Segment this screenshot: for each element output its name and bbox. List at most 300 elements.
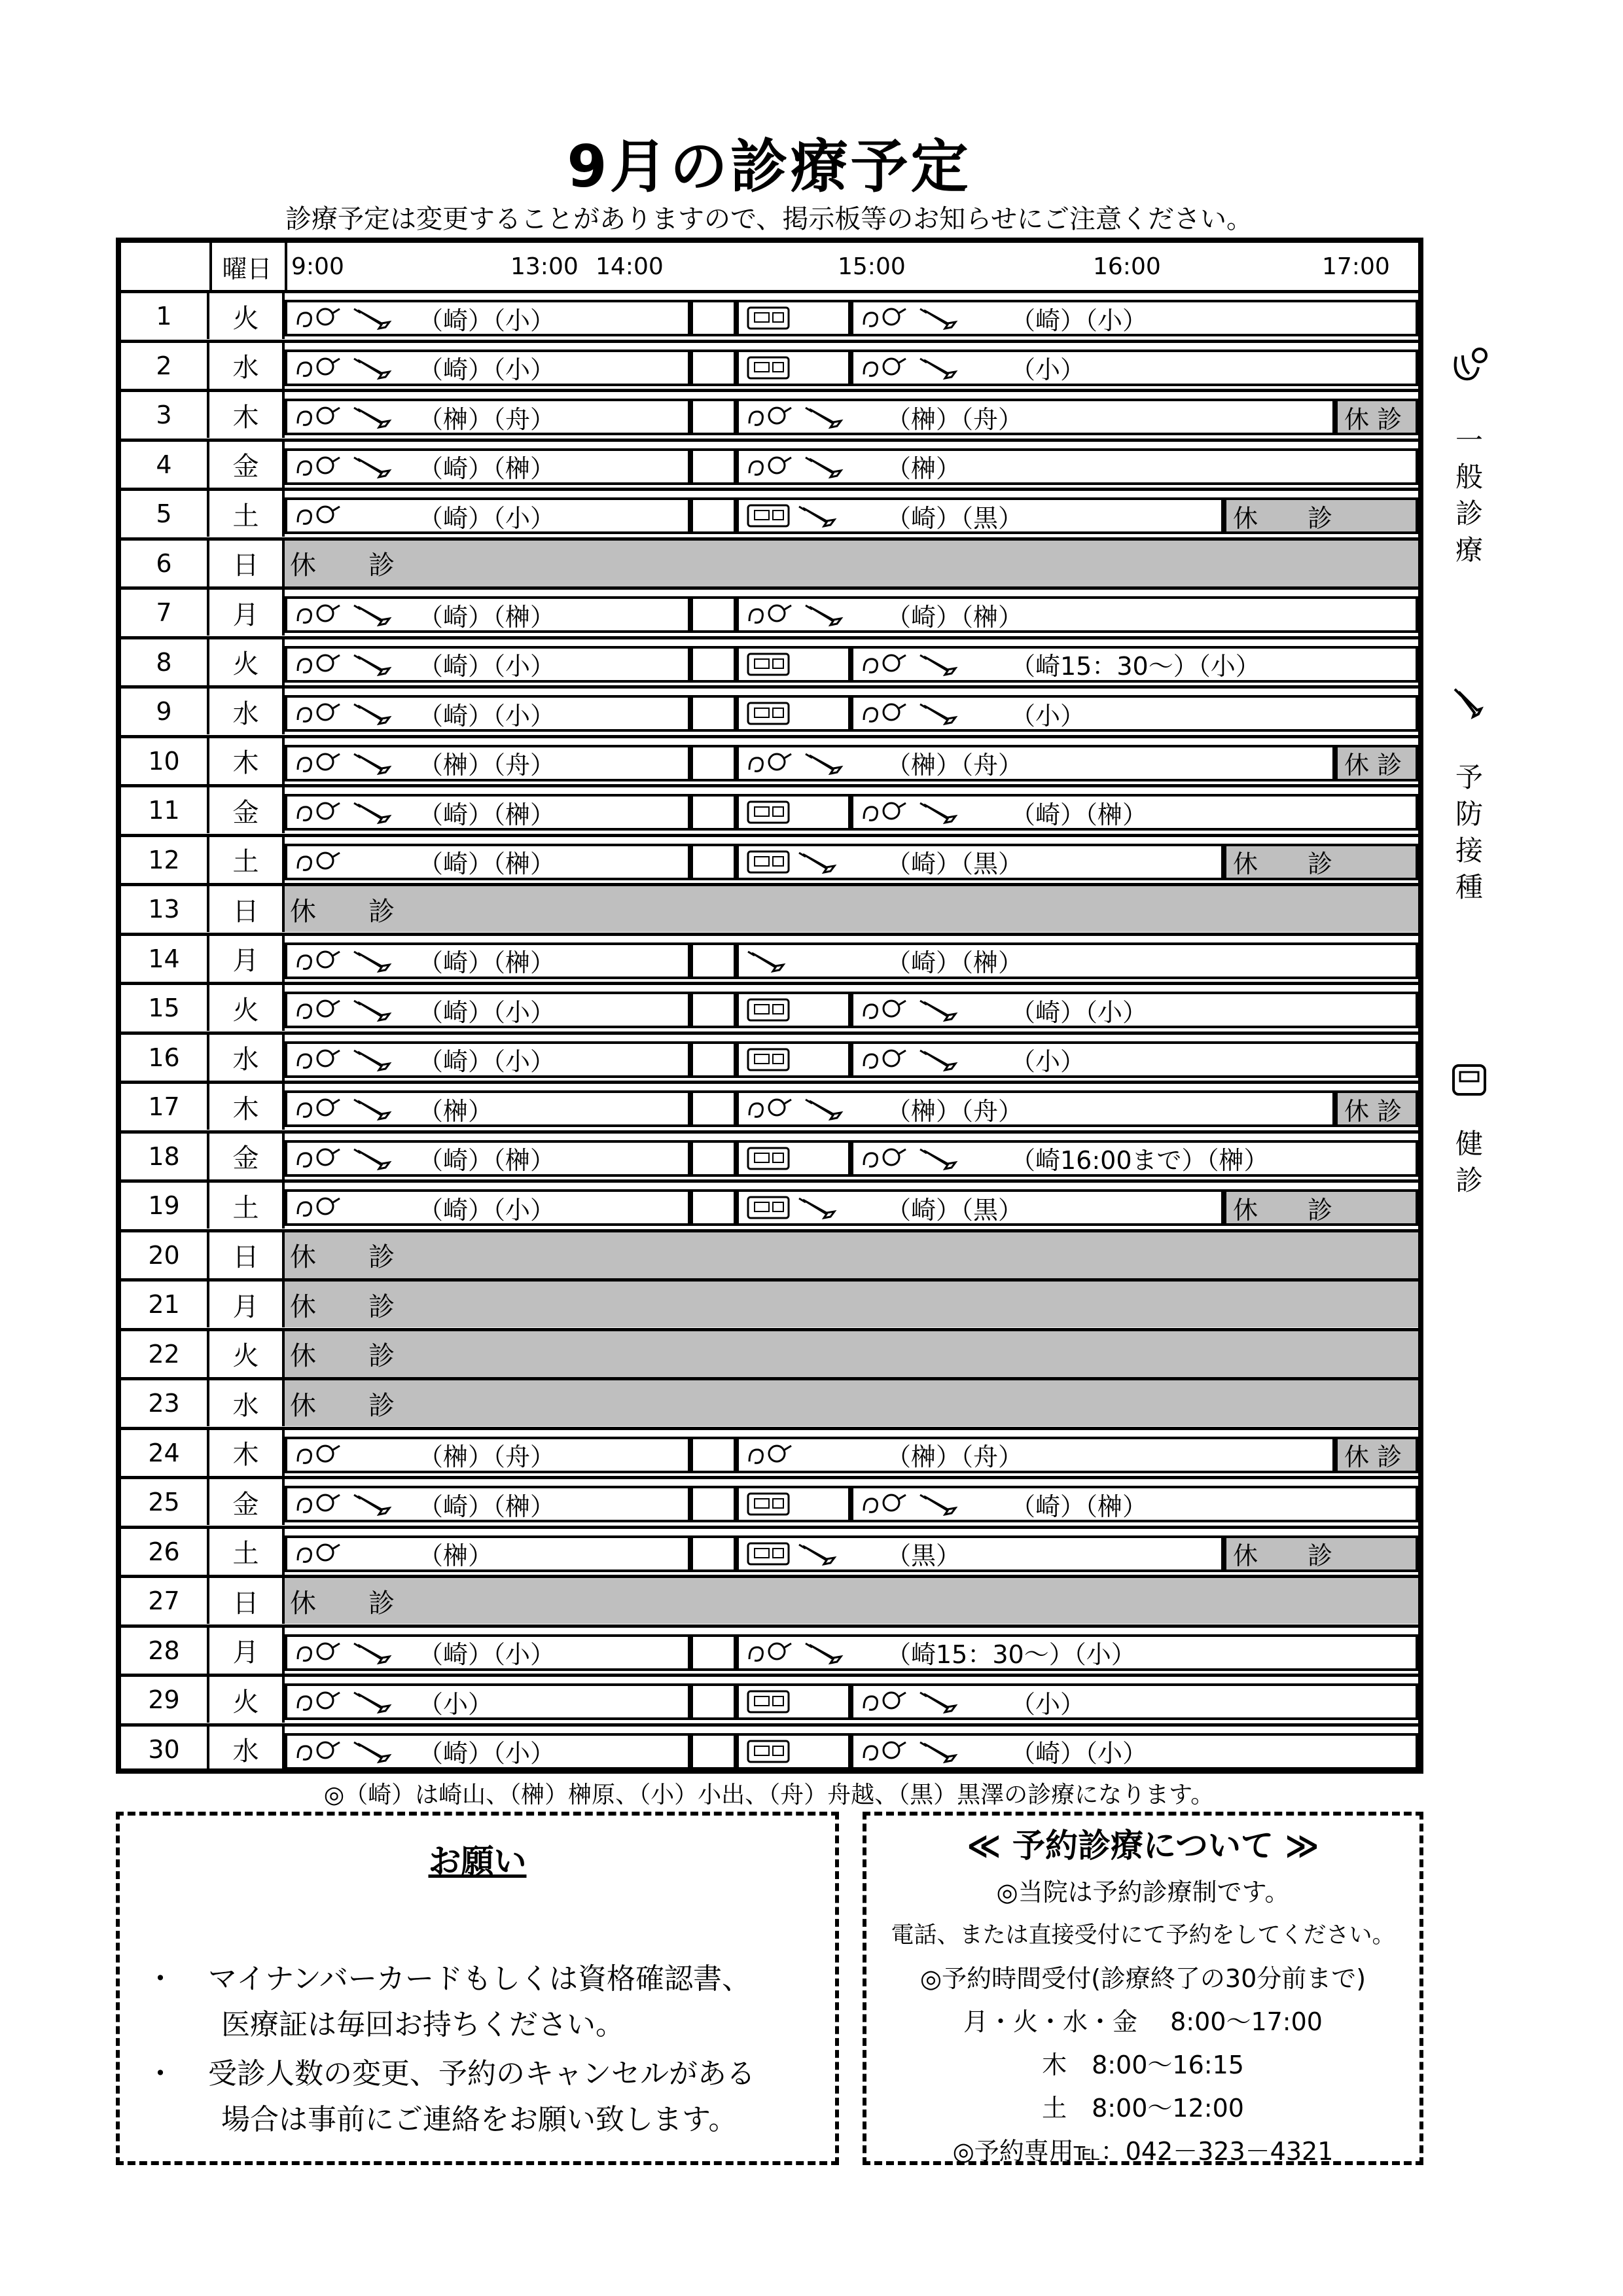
doctor-codes: （崎）（小） [418,1640,556,1669]
stethoscope-icon [294,1689,346,1715]
weekday: 水 [209,689,285,734]
table-row [121,1229,1418,1278]
bullet: ・ [146,2057,175,2090]
stethoscope-icon [294,1194,346,1221]
onegai-item [146,2051,755,2136]
syringe-icon [351,997,397,1023]
syringe-icon [918,1145,963,1172]
stethoscope-icon [745,601,798,628]
stethoscope-icon [745,1096,798,1122]
checkup-icon [745,503,791,529]
checkup-icon [745,700,791,726]
syringe-icon [918,1689,963,1715]
morning-session [285,399,690,435]
doctor-codes: （崎）（小） [418,306,556,335]
lunch-gap [690,1733,736,1770]
bullet: ・ [146,1962,175,1996]
legend-checkup-label [1450,1126,1489,1199]
syringe-icon [351,404,397,430]
weekday: 金 [209,787,285,833]
table-row [121,1723,1418,1772]
weekday: 土 [209,491,285,537]
syringe-icon [918,799,963,825]
weekday: 木 [209,1084,285,1130]
lunch-gap [690,794,736,831]
doctor-codes: （崎）（小） [418,997,556,1027]
table-row [121,537,1418,586]
syringe-icon [803,404,849,430]
afternoon-session [736,745,1335,781]
table-row [121,1377,1418,1426]
stethoscope-icon [294,601,346,628]
table-row [121,340,1418,389]
afternoon-session [736,844,1224,880]
page-subtitle: 診療予定は変更することがありますので、掲示板等のお知らせにご注意ください。 [285,204,1253,234]
syringe-icon [351,305,397,331]
doctor-codes: （榊）（舟） [886,404,1024,434]
syringe-icon [351,1640,397,1666]
doctor-codes: （崎）（小） [1010,1739,1148,1768]
doctor-codes: （崎）（榊） [886,948,1024,977]
morning-session [285,1437,690,1473]
stethoscope-icon [294,1096,346,1122]
checkup-icon [745,1491,791,1517]
doctor-codes: （榊）（舟） [418,1443,556,1471]
legend-general-text: 一般診療 [1455,424,1484,566]
syringe-icon [351,1491,397,1517]
checkup-icon [745,1145,791,1172]
legend-checkup-text: 健診 [1455,1128,1484,1196]
lunch-gap [690,1090,736,1127]
table-row [121,1081,1418,1130]
checkup-session [736,646,851,683]
closed-evening: 休 診 [1224,497,1418,534]
weekday: 火 [209,293,285,339]
doctor-codes: （崎15：30～）（小） [886,1640,1136,1669]
morning-session [285,695,690,732]
lunch-gap [690,1437,736,1473]
doctor-codes: （崎）（榊） [418,1146,556,1175]
day-number: 3 [121,392,209,438]
checkup-session [736,992,851,1028]
stethoscope-icon [860,1145,912,1172]
onegai-item-line: 医療証は毎回お持ちください。 [221,2008,624,2041]
morning-session [285,1041,690,1078]
stethoscope-icon [294,355,346,381]
weekday: 日 [209,1232,285,1278]
table-row [121,685,1418,734]
table-row [121,982,1418,1031]
weekday: 水 [209,1727,285,1772]
page-title: 9月の診療予定 [567,133,971,200]
day-number: 13 [121,886,209,932]
day-number: 10 [121,738,209,784]
table-row [121,1575,1418,1624]
weekday: 土 [209,837,285,883]
doctor-codes: （崎）（小） [418,1047,556,1076]
weekday: 水 [209,1380,285,1426]
doctor-codes: （崎）（榊） [418,454,556,483]
syringe-icon [918,305,963,331]
table-row [121,1476,1418,1525]
onegai-item [146,1956,751,2041]
table-row [121,834,1418,883]
stethoscope-icon [294,1491,346,1517]
reservation-line: 土 8:00～12:00 [1042,2094,1244,2123]
day-number: 15 [121,985,209,1031]
onegai-item-line: 場合は事前にご連絡をお願い致します。 [221,2103,738,2136]
doctor-codes: （榊）（舟） [418,751,556,780]
doctor-codes: （崎）（榊） [418,850,556,878]
stethoscope-icon [745,404,798,430]
stethoscope-icon [294,305,346,331]
day-number: 22 [121,1331,209,1377]
syringe-icon [796,1194,842,1221]
weekday: 日 [209,1578,285,1624]
afternoon-session [736,596,1418,633]
afternoon-session [736,1090,1335,1127]
stethoscope-icon [294,849,346,875]
table-row [121,784,1418,833]
checkup-session [736,794,851,831]
syringe-icon [803,1096,849,1122]
lunch-gap [690,1634,736,1671]
afternoon-session [851,1733,1418,1770]
reservation-line: ◎当院は予約診療制です。 [996,1878,1290,1907]
checkup-icon [745,1738,791,1765]
doctor-codes: （崎）（榊） [418,1492,556,1521]
syringe-icon [803,454,849,480]
morning-session [285,1090,690,1127]
stethoscope-icon [860,1738,912,1765]
doctor-codes: （小） [1010,701,1086,730]
doctor-codes: （崎）（榊） [418,800,556,829]
doctor-codes: （崎）（小） [418,355,556,384]
weekday: 木 [209,1430,285,1476]
lunch-gap [690,300,736,336]
doctor-codes: （崎16:00まで）（榊） [1010,1146,1269,1175]
table-row [121,1179,1418,1229]
lunch-gap [690,844,736,880]
closed-evening: 休 診 [1335,399,1418,435]
table-row [121,1427,1418,1476]
weekday: 日 [209,541,285,586]
onegai-item-line: 受診人数の変更、予約のキャンセルがある [208,2057,755,2090]
closed-day: 休 診 [285,1331,1418,1377]
doctor-codes: （崎）（小） [1010,306,1148,335]
stethoscope-icon [294,404,346,430]
morning-session [285,745,690,781]
syringe-icon [918,1491,963,1517]
morning-session [285,1683,690,1720]
lunch-gap [690,497,736,534]
syringe-icon [918,651,963,677]
lunch-gap [690,1140,736,1177]
checkup-session [736,1041,851,1078]
stethoscope-icon [294,750,346,776]
day-number: 17 [121,1084,209,1130]
stethoscope-icon [860,355,912,381]
stethoscope-icon [860,305,912,331]
checkup-session [736,300,851,336]
syringe-icon [803,750,849,776]
afternoon-session [851,1683,1418,1720]
doctor-codes: （小） [1010,1689,1086,1719]
doctor-codes: （榊）（舟） [886,751,1024,780]
onegai-title: お願い [428,1842,527,1880]
stethoscope-icon [294,1047,346,1073]
day-number: 24 [121,1430,209,1476]
doctor-codes: （榊） [886,454,961,483]
doctor-codes: （黒） [886,1541,961,1570]
syringe-icon [1450,684,1489,732]
afternoon-session [851,350,1418,386]
lunch-gap [690,1683,736,1720]
doctor-codes: （崎）（小） [418,652,556,681]
doctor-codes: （崎）（榊） [418,948,556,977]
stethoscope-icon [294,948,346,974]
weekday: 金 [209,1134,285,1179]
checkup-icon [745,849,791,875]
stethoscope-icon [1450,344,1489,405]
weekday: 水 [209,1035,285,1081]
closed-evening: 休 診 [1224,844,1418,880]
morning-session [285,1535,690,1572]
checkup-icon [745,651,791,677]
reservation-title: ≪ 予約診療について ≫ [967,1827,1319,1865]
doctor-codes: （崎）（榊） [1010,800,1148,829]
table-header [121,243,1418,295]
afternoon-session [851,695,1418,732]
stethoscope-icon [294,799,346,825]
closed-day: 休 診 [285,1232,1418,1278]
syringe-icon [351,355,397,381]
syringe-icon [803,601,849,628]
syringe-icon [351,799,397,825]
table-row [121,1674,1418,1723]
doctor-codes: （崎）（小） [418,1195,556,1225]
stethoscope-icon [860,799,912,825]
reservation-line: ◎予約専用℡：042－323－4321 [952,2137,1334,2166]
closed-day: 休 診 [285,1578,1418,1624]
stethoscope-icon [745,1640,798,1666]
syringe-icon [796,503,842,529]
reservation-line: 木 8:00～16:15 [1042,2051,1244,2079]
morning-session [285,497,690,534]
morning-session [285,844,690,880]
morning-session [285,1486,690,1522]
morning-session [285,942,690,979]
day-number: 6 [121,541,209,586]
doctor-codes: （榊）（舟） [418,404,556,434]
stethoscope-icon [860,1689,912,1715]
weekday: 火 [209,1331,285,1377]
morning-session [285,646,690,683]
afternoon-session [736,942,1418,979]
weekday: 土 [209,1183,285,1229]
afternoon-session [851,646,1418,683]
day-number: 1 [121,293,209,339]
doctor-codes: （崎）（小） [418,1739,556,1768]
lunch-gap [690,399,736,435]
legend-vaccine-text: 予防接種 [1455,761,1484,903]
day-number: 9 [121,689,209,734]
afternoon-session [851,1486,1418,1522]
doctor-codes: （小） [1010,1047,1086,1076]
morning-session [285,1733,690,1770]
legend-vaccine-label [1450,759,1489,906]
doctor-codes: （崎15：30～）（小） [1010,652,1260,681]
morning-session [285,794,690,831]
day-number: 5 [121,491,209,537]
weekday: 木 [209,392,285,438]
syringe-icon [796,849,842,875]
syringe-icon [918,700,963,726]
weekday: 月 [209,1282,285,1327]
day-number: 20 [121,1232,209,1278]
weekday: 火 [209,1677,285,1723]
closed-evening: 休 診 [1335,1437,1418,1473]
weekday: 月 [209,590,285,636]
lunch-gap [690,695,736,732]
afternoon-session [851,794,1418,831]
stethoscope-icon [745,750,798,776]
doctor-codes: （榊）（舟） [886,1096,1024,1126]
afternoon-session [736,1189,1224,1226]
table-row [121,1031,1418,1081]
syringe-icon [351,1738,397,1765]
stethoscope-icon [294,651,346,677]
stethoscope-icon [294,1640,346,1666]
doctor-codes: （榊）（舟） [886,1443,1024,1471]
doctor-codes: （崎）（小） [1010,997,1148,1027]
closed-day: 休 診 [285,541,1418,586]
morning-session [285,350,690,386]
day-number: 30 [121,1727,209,1772]
lunch-gap [690,942,736,979]
morning-session [285,300,690,336]
syringe-icon [918,1738,963,1765]
time-label-1300: 13:00 [510,253,579,280]
weekday: 金 [209,442,285,488]
doctor-codes: （崎）（黒） [886,850,1024,878]
checkup-icon [745,997,791,1023]
syringe-icon [351,1145,397,1172]
afternoon-session [736,448,1418,485]
doctor-note: ◎（崎）は崎山、（榊）榊原、（小）小出、（舟）舟越、（黒）黒澤の診療になります。 [323,1782,1215,1808]
checkup-icon [745,1689,791,1715]
table-row [121,439,1418,488]
stethoscope-icon [294,454,346,480]
day-number: 18 [121,1134,209,1179]
syringe-icon [745,948,791,974]
checkup-icon [745,1194,791,1221]
day-number: 14 [121,936,209,982]
afternoon-session [736,1535,1224,1572]
time-label-1400: 14:00 [596,253,664,280]
lunch-gap [690,1189,736,1226]
reservation-line: 電話、または直接受付にて予約をしてください。 [891,1922,1395,1948]
day-number: 2 [121,343,209,389]
stethoscope-icon [860,1047,912,1073]
stethoscope-icon [860,651,912,677]
stethoscope-icon [294,1738,346,1765]
syringe-icon [351,948,397,974]
closed-day: 休 診 [285,886,1418,932]
stethoscope-icon [294,503,346,529]
syringe-icon [351,1689,397,1715]
schedule-table [116,238,1423,1774]
table-row [121,1328,1418,1377]
header-weekday: 曜日 [209,243,287,290]
afternoon-session [736,497,1224,534]
doctor-codes: （榊） [418,1541,493,1570]
table-row [121,488,1418,537]
lunch-gap [690,1535,736,1572]
table-row [121,636,1418,685]
morning-session [285,448,690,485]
time-label-1500: 15:00 [838,253,906,280]
table-row [121,1526,1418,1575]
morning-session [285,992,690,1028]
syringe-icon [351,601,397,628]
doctor-codes: （小） [418,1689,493,1719]
doctor-codes: （崎）（黒） [886,1195,1024,1225]
day-number: 7 [121,590,209,636]
afternoon-session [736,399,1335,435]
closed-evening: 休 診 [1335,1090,1418,1127]
weekday: 月 [209,1628,285,1674]
doctor-codes: （崎）（小） [418,701,556,730]
lunch-gap [690,350,736,386]
syringe-icon [351,1096,397,1122]
time-label-1700: 17:00 [1322,253,1390,280]
syringe-icon [351,651,397,677]
day-number: 28 [121,1628,209,1674]
syringe-icon [918,997,963,1023]
day-number: 21 [121,1282,209,1327]
doctor-codes: （崎）（榊） [418,602,556,632]
table-row [121,1624,1418,1674]
closed-evening: 休 診 [1224,1189,1418,1226]
stethoscope-icon [294,1442,346,1468]
afternoon-session [736,1437,1335,1473]
morning-session [285,1189,690,1226]
stethoscope-icon [294,1541,346,1567]
table-row [121,1130,1418,1179]
stethoscope-icon [860,1491,912,1517]
syringe-icon [796,1541,842,1567]
doctor-codes: （小） [1010,355,1086,384]
doctor-codes: （崎）（小） [418,503,556,533]
doctor-codes: （崎）（黒） [886,503,1024,533]
time-label-0900: 9:00 [291,253,344,280]
syringe-icon [351,750,397,776]
morning-session [285,1634,690,1671]
checkup-icon [1450,1060,1489,1109]
reservation-line: ◎予約時間受付(診療終了の30分前まで) [919,1964,1366,1993]
stethoscope-icon [745,1442,798,1468]
table-row [121,586,1418,636]
day-number: 26 [121,1529,209,1575]
lunch-gap [690,1041,736,1078]
stethoscope-icon [745,454,798,480]
closed-evening: 休 診 [1224,1535,1418,1572]
lunch-gap [690,448,736,485]
checkup-icon [745,355,791,381]
morning-session [285,596,690,633]
syringe-icon [918,1047,963,1073]
